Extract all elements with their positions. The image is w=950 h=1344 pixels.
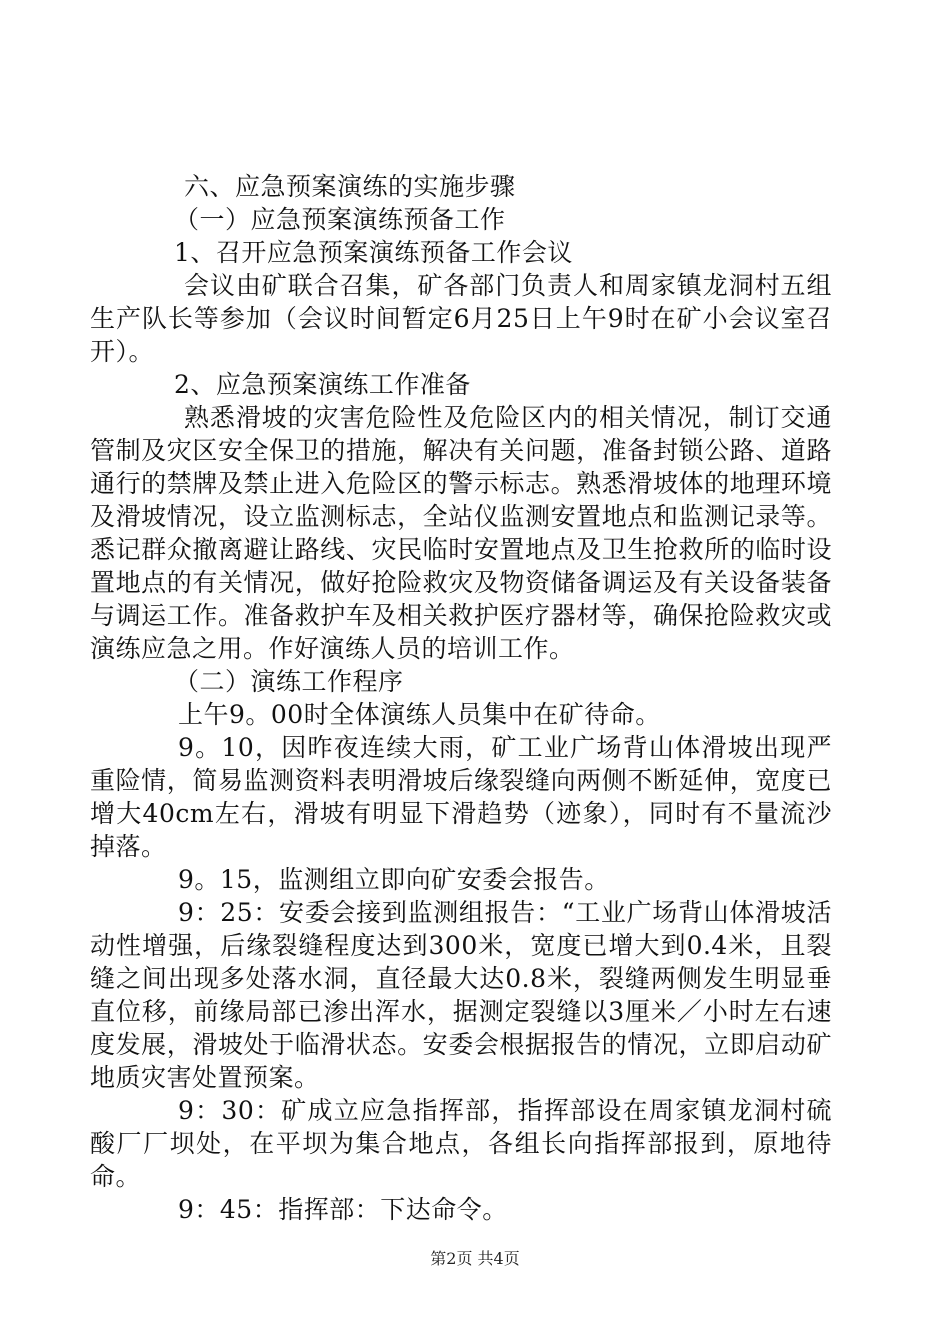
subsection-heading-1: （一）应急预案演练预备工作 bbox=[174, 205, 506, 234]
body-paragraph: 9：25：安委会接到监测组报告：“工业广场背山体滑坡活动性增强，后缘裂缝程度达到300米，宽度已增大到0.4米，且裂缝之间出现多处落水洞，直径最大达0.8米，裂缝两侧发生明显垂直位移，前缘局部已渗出浑水，据测定裂缝以3厘米／小时左右速度发展，滑坡处于临滑状态。安委会根据报告的情况，立即启动矿地质灾害处置预案。 bbox=[90, 898, 832, 1092]
subsection-heading-2: （二）演练工作程序 bbox=[174, 667, 404, 696]
body-paragraph: 熟悉滑坡的灾害危险性及危险区内的相关情况，制订交通管制及灾区安全保卫的措施，解决有关问题，准备封锁公路、道路通行的禁牌及禁止进入危险区的警示标志。熟悉滑坡体的地理环境及滑坡情况，设立监测标志，全站仪监测安置地点和监测记录等。悉记群众撤离避让路线、灾民临时安置地点及卫生抢救所的临时设置地点的有关情况，做好抢险救灾及物资储备调运及有关设备装备与调运工作。准备救护车及相关救护医疗器材等，确保抢险救灾或演练应急之用。作好演练人员的培训工作。 bbox=[90, 403, 832, 663]
body-paragraph: 上午9。00时全体演练人员集中在矿待命。 bbox=[178, 700, 661, 729]
page-footer: 第2页 共4页 bbox=[430, 1249, 520, 1268]
body-paragraph: 9。15，监测组立即向矿安委会报告。 bbox=[178, 865, 610, 894]
item-heading-1: 1、召开应急预案演练预备工作会议 bbox=[174, 238, 573, 267]
body-paragraph: 9：45：指挥部：下达命令。 bbox=[178, 1195, 508, 1224]
section-heading-6: 六、应急预案演练的实施步骤 bbox=[184, 172, 516, 201]
body-paragraph: 9。10，因昨夜连续大雨，矿工业广场背山体滑坡出现严重险情，简易监测资料表明滑坡后缘裂缝向两侧不断延伸，宽度已增大40cm左右，滑坡有明显下滑趋势（迹象），同时有不量流沙掉落。 bbox=[90, 733, 832, 861]
document-body bbox=[90, 170, 832, 1226]
body-paragraph: 9：30：矿成立应急指挥部，指挥部设在周家镇龙洞村硫酸厂厂坝处，在平坝为集合地点，各组长向指挥部报到，原地待命。 bbox=[90, 1096, 832, 1191]
body-paragraph: 会议由矿联合召集，矿各部门负责人和周家镇龙洞村五组生产队长等参加（会议时间暂定6月25日上午9时在矿小会议室召开）。 bbox=[90, 271, 832, 366]
item-heading-2: 2、应急预案演练工作准备 bbox=[174, 370, 471, 399]
